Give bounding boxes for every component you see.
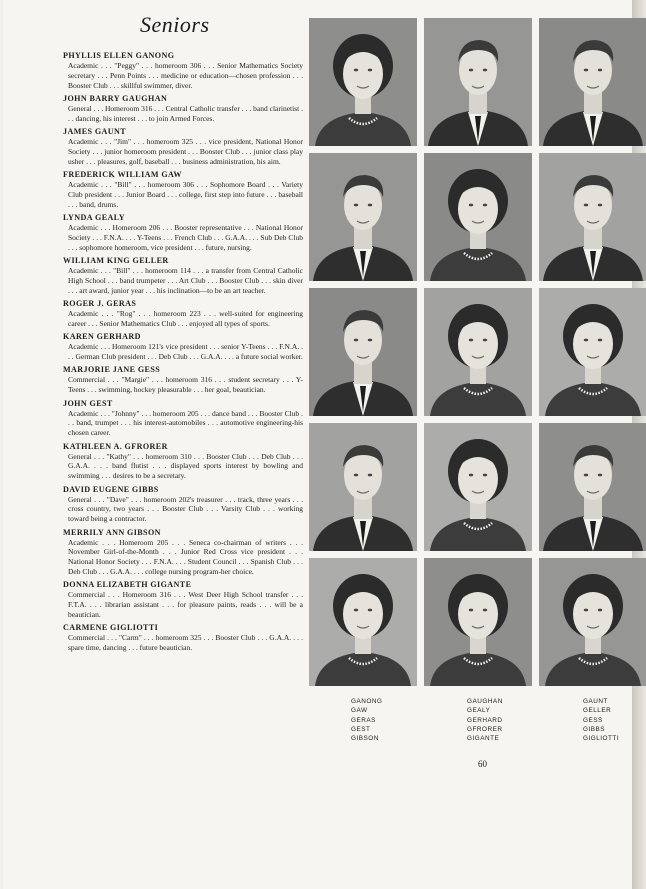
name-key-entry: GIBSON bbox=[351, 735, 379, 743]
page-title: Seniors bbox=[140, 12, 210, 37]
name-key-column bbox=[351, 697, 431, 743]
name-key-entry: GAUGHAN bbox=[467, 698, 503, 705]
name-key-entry: GESS bbox=[583, 716, 603, 724]
name-key-entry: GERAS bbox=[351, 716, 376, 724]
senior-bio bbox=[63, 213, 303, 252]
page-number: 60 bbox=[478, 759, 487, 769]
senior-full-name: JOHN BARRY GAUGHAN bbox=[63, 93, 168, 103]
name-key-entry: GAUNT bbox=[583, 698, 608, 705]
senior-full-name: KAREN GERHARD bbox=[63, 332, 141, 342]
senior-full-name: MERRILY ANN GIBSON bbox=[63, 527, 161, 537]
senior-activities: Commercial . . . "Carm" . . . homeroom 325 . . . Booster Club . . . G.A.A. . . . spare time, dancing . . . future beautician. bbox=[68, 633, 303, 653]
portrait-gealy bbox=[424, 153, 532, 281]
senior-activities: General . . . "Kathy" . . . homeroom 310 . . . Booster Club . . . Deb Club . . . G.A.A. . . . band flutist . . . displayed sports interest by bowling and swimming . . . desires to be a secretary. bbox=[68, 451, 303, 481]
name-key-entry: GIBBS bbox=[583, 725, 606, 733]
senior-full-name: ROGER J. GERAS bbox=[63, 299, 137, 309]
portrait-geras bbox=[309, 288, 417, 416]
name-key-entry: GEST bbox=[351, 725, 371, 733]
name-key-column bbox=[583, 697, 646, 743]
senior-bio bbox=[63, 399, 303, 438]
senior-full-name: WILLIAM KING GELLER bbox=[63, 256, 169, 266]
senior-full-name: DONNA ELIZABETH GIGANTE bbox=[63, 580, 192, 590]
senior-activities: Academic . . . "Jim" . . . homeroom 325 . . . vice president, National Honor Society . . . junior homeroom president . . . Booster Club . . . junior class play usher . . . pleasures, golf, baseball . . . business administration, his aim. bbox=[68, 137, 303, 166]
senior-bio bbox=[63, 170, 303, 209]
senior-full-name: LYNDA GEALY bbox=[63, 213, 126, 223]
senior-full-name: JAMES GAUNT bbox=[63, 127, 127, 137]
senior-full-name: JOHN GEST bbox=[63, 398, 113, 408]
senior-full-name: MARJORIE JANE GESS bbox=[63, 365, 161, 375]
senior-activities: Commercial . . . Homeroom 316 . . . West Deer High School transfer . . . F.T.A. . . . librarian assistant . . . for pleasure paints, reads . . . will be a beautician. bbox=[68, 590, 303, 619]
name-key-entry: GIGANTE bbox=[467, 735, 500, 743]
portrait-geller bbox=[539, 153, 646, 281]
senior-bio bbox=[63, 365, 303, 395]
senior-bio bbox=[63, 127, 303, 166]
portrait-gaunt bbox=[539, 18, 646, 146]
senior-activities: General . . . Homeroom 316 . . . Central Catholic transfer . . . band clarinetist . . . dancing, his interest . . . to join Armed Forces. bbox=[68, 103, 303, 123]
senior-activities: Commercial . . . "Margie" . . . homeroom 316 . . . student secretary . . . Y-Teens . . . swimming, hockey pleasurable . . . her goal, beautician. bbox=[68, 375, 303, 395]
senior-activities: Academic . . . Homeroom 205 . . . Seneca co-chairman of writers . . . November Girl-of-the-Month . . . Junior Red Cross vice president . . . National Honor Society . . . F.N.A. . . . Student Council . . . Spanish Club . . . Deb Club . . . G.A.A. . . . college nursing program-her choice. bbox=[68, 537, 303, 577]
name-key-entry: GFRORER bbox=[467, 725, 503, 733]
portrait-ganong bbox=[309, 18, 417, 146]
senior-full-name: FREDERICK WILLIAM GAW bbox=[63, 170, 182, 180]
senior-bio bbox=[63, 623, 303, 653]
name-key-entry: GERHARD bbox=[467, 716, 503, 724]
portrait-gfrorer bbox=[424, 423, 532, 551]
portrait-gaughan bbox=[424, 18, 532, 146]
senior-bio bbox=[63, 332, 303, 362]
portrait-gibbs bbox=[539, 423, 646, 551]
senior-bio bbox=[63, 442, 303, 481]
portrait-grid bbox=[309, 18, 646, 690]
portrait-gaw bbox=[309, 153, 417, 281]
senior-activities: Academic . . . Homeroom 121's vice president . . . senior Y-Teens . . . F.N.A. . . . German Club president . . . Deb Club . . . G.A.A. . . . a future social worker. bbox=[68, 342, 303, 362]
senior-full-name: PHYLLIS ELLEN GANONG bbox=[63, 51, 175, 60]
portrait-gest bbox=[309, 423, 417, 551]
senior-bio bbox=[63, 485, 303, 524]
senior-bio bbox=[63, 528, 303, 577]
senior-bio bbox=[63, 299, 303, 329]
name-key-column bbox=[467, 697, 547, 743]
senior-activities: Academic . . . "Peggy" . . . homeroom 306 . . . Senior Mathematics Society secretary . . . Penn Points . . . medicine or education—chosen profession . . . Booster Club . . . skillful swimmer, diver. bbox=[68, 61, 303, 90]
senior-activities: Academic . . . Homeroom 206 . . . Booster representative . . . National Honor Society . . . F.N.A. . . . Y-Teens . . . French Club . . . G.A.A. . . . Sub Deb Club . . . sophomore homeroom, vice president . . . future, nursing. bbox=[68, 223, 303, 252]
senior-bio bbox=[63, 580, 303, 619]
senior-bio bbox=[63, 94, 303, 124]
senior-activities: Academic . . . "Bill" . . . homeroom 114 . . . a transfer from Central Catholic High School . . . band trumpeter . . . Art Club . . . Booster Club . . . skin diver . . . art award, junior year . . . his inclination—to be an art teacher. bbox=[68, 266, 303, 295]
senior-activities: Academic . . . "Bill" . . . homeroom 306 . . . Sophomore Board . . . Variety Club president . . . Junior Board . . . college, first step into future . . . baseball . . . band, drums. bbox=[68, 180, 303, 209]
senior-activities: Academic . . . "Johnny" . . . homeroom 205 . . . dance band . . . Booster Club . . . band, trumpet . . . his interest-automobiles . . . automotive engineering-his chosen career. bbox=[68, 408, 303, 438]
portrait-gigliotti bbox=[539, 558, 646, 686]
senior-bio bbox=[63, 256, 303, 295]
name-key-entry: GELLER bbox=[583, 707, 612, 715]
senior-biographies bbox=[63, 51, 303, 657]
senior-full-name: CARMENE GIGLIOTTI bbox=[63, 623, 159, 633]
portrait-gibson bbox=[309, 558, 417, 686]
name-key-entry: GEALY bbox=[467, 707, 491, 715]
senior-full-name: KATHLEEN A. GFRORER bbox=[63, 441, 168, 451]
portrait-gerhard bbox=[424, 288, 532, 416]
senior-activities: Academic . . . "Rog" . . . homeroom 223 . . . well-suited for engineering career . . . Senior Mathematics Club . . . enjoyed all types of sports. bbox=[68, 309, 303, 328]
senior-bio bbox=[63, 51, 303, 90]
portrait-gess bbox=[539, 288, 646, 416]
senior-activities: General . . . "Dave" . . . homeroom 202's treasurer . . . track, three years . . . cross country, two years . . . Booster Club . . . Varsity Club . . . working toward being a contractor. bbox=[68, 494, 303, 524]
portrait-gigante bbox=[424, 558, 532, 686]
name-key-entry: GIGLIOTTI bbox=[583, 735, 620, 743]
name-key-entry: GANONG bbox=[351, 698, 383, 705]
name-key-entry: GAW bbox=[351, 707, 368, 715]
senior-full-name: DAVID EUGENE GIBBS bbox=[63, 484, 159, 494]
